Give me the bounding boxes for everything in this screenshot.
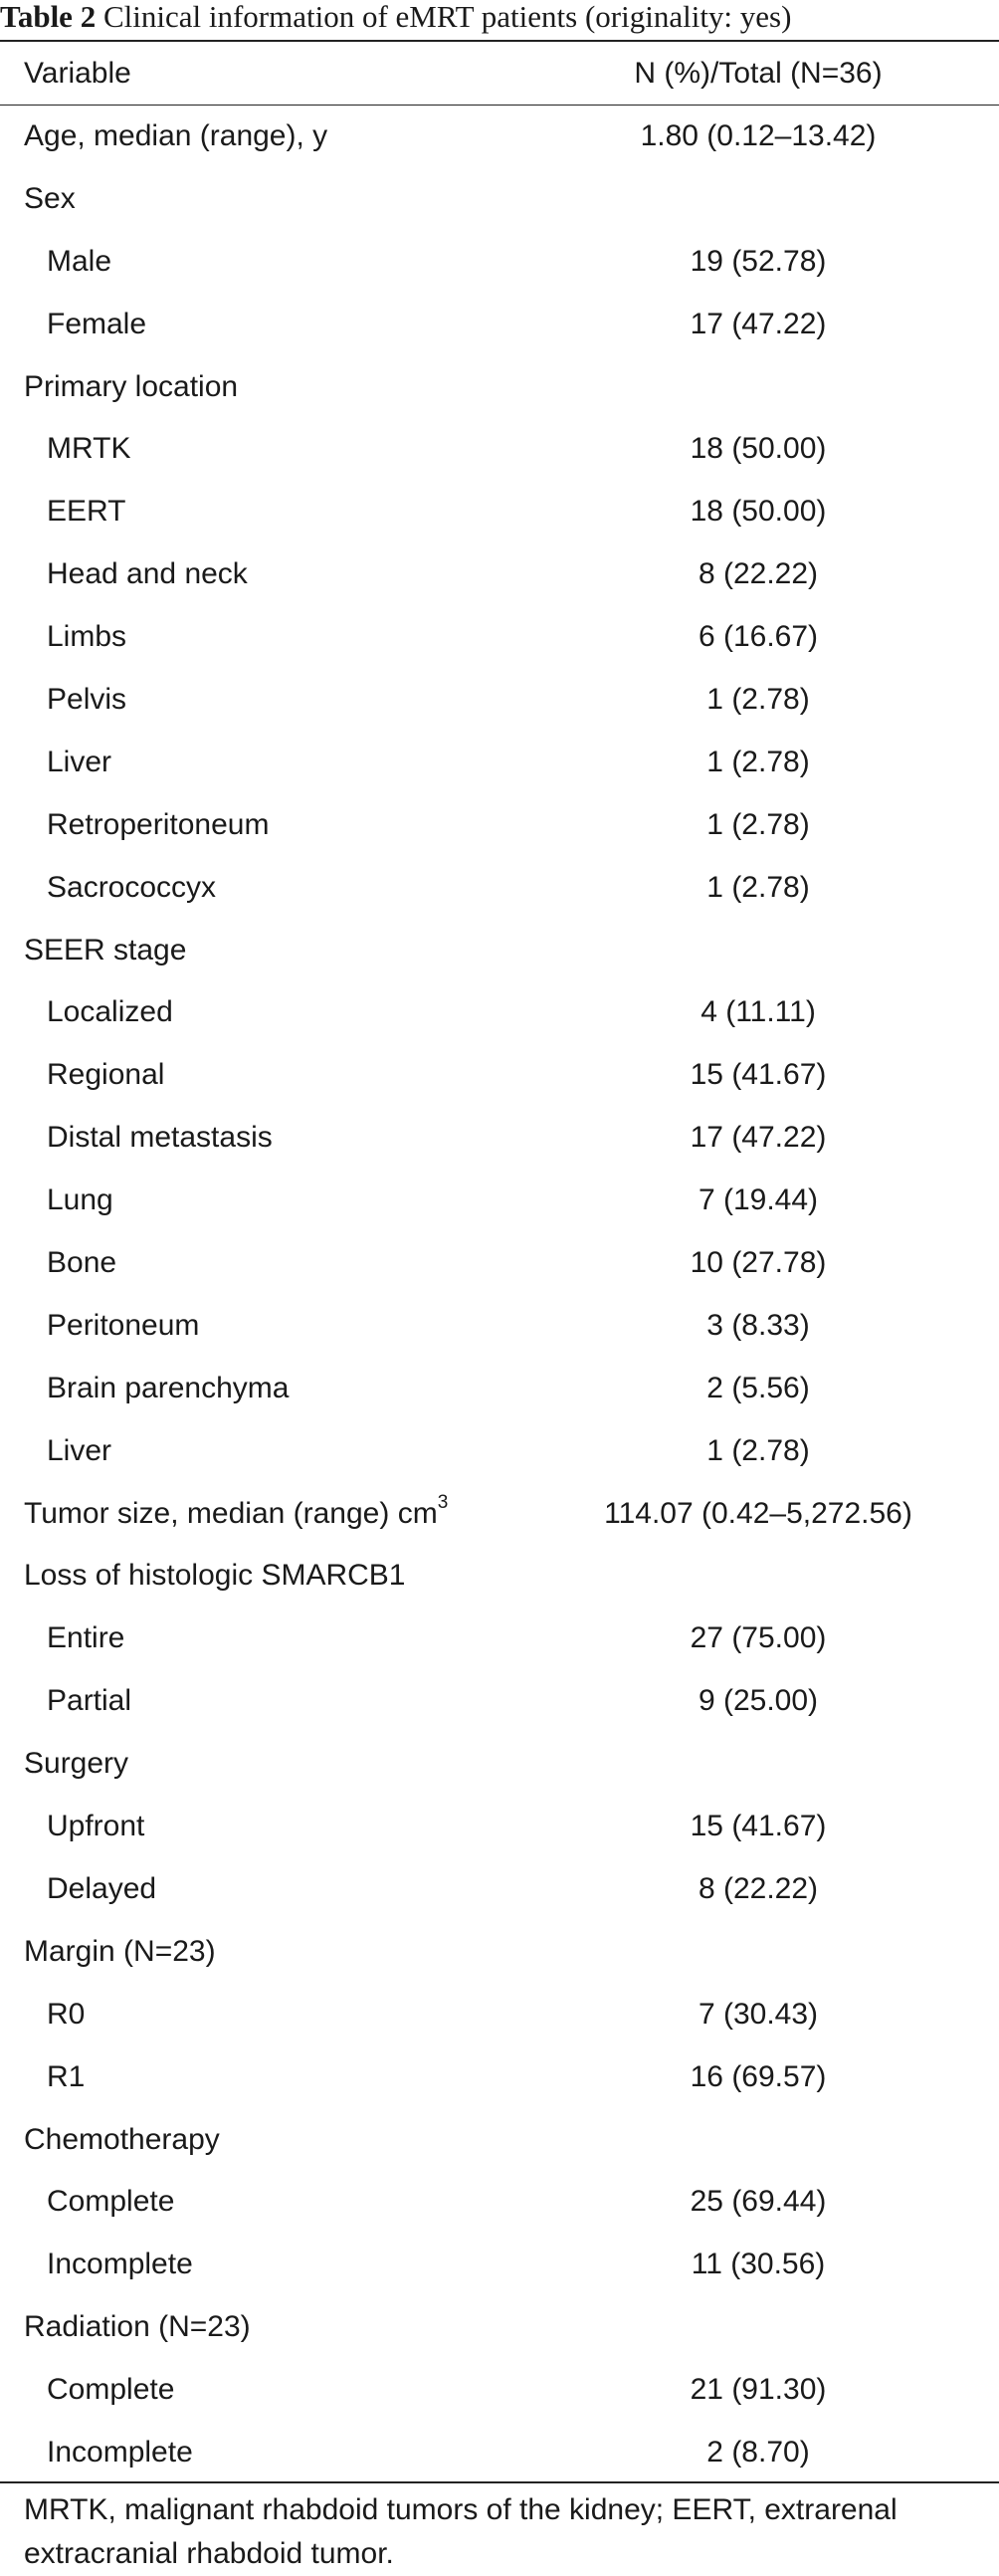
table-row xyxy=(0,2234,999,2296)
table-row xyxy=(0,857,999,920)
row-value: 3 (8.33) xyxy=(706,1308,810,1342)
row-label-text: EERT xyxy=(47,495,126,529)
row-value: 1 (2.78) xyxy=(706,745,810,778)
table-row xyxy=(0,1107,999,1170)
table-row xyxy=(0,2422,999,2484)
row-value: 1 (2.78) xyxy=(706,1433,810,1467)
row-value: 10 (27.78) xyxy=(690,1246,827,1280)
row-label-superscript: 3 xyxy=(437,1491,449,1513)
row-label-text: Lung xyxy=(47,1183,113,1217)
row-label-text: Localized xyxy=(47,995,173,1029)
row-label xyxy=(47,418,130,480)
table-row xyxy=(0,1358,999,1420)
row-value: 2 (8.70) xyxy=(706,2435,810,2469)
row-label-text: Male xyxy=(47,244,112,278)
row-label xyxy=(47,2422,193,2483)
table-row xyxy=(0,2359,999,2422)
row-label xyxy=(47,1232,116,1294)
row-value: 11 (30.56) xyxy=(691,2248,826,2281)
row-label-text: Margin (N=23) xyxy=(24,1934,216,1968)
table-row xyxy=(0,1733,999,1796)
row-label-text: Entire xyxy=(47,1621,125,1655)
row-label-text: Pelvis xyxy=(47,683,127,717)
row-value: 18 (50.00) xyxy=(690,495,827,529)
row-label xyxy=(47,1107,273,1169)
row-label-text: Brain parenchyma xyxy=(47,1371,290,1404)
row-value: 18 (50.00) xyxy=(690,432,827,466)
row-label xyxy=(24,2296,251,2358)
table-row xyxy=(0,356,999,419)
row-value: 9 (25.00) xyxy=(698,1684,819,1718)
row-label-text: Upfront xyxy=(47,1810,145,1843)
row-value: 6 (16.67) xyxy=(698,620,819,654)
table-row xyxy=(0,2171,999,2234)
row-label-text: Surgery xyxy=(24,1747,129,1781)
row-label xyxy=(47,981,173,1043)
row-label xyxy=(47,794,269,856)
row-label-text: Sacrococcyx xyxy=(47,870,217,904)
row-label xyxy=(47,543,248,605)
table-row xyxy=(0,1044,999,1107)
row-label xyxy=(47,1170,113,1231)
table-row xyxy=(0,1984,999,2046)
row-label-text: Bone xyxy=(47,1246,117,1280)
row-label xyxy=(24,1483,448,1545)
row-label-text: R1 xyxy=(47,2059,86,2093)
row-label xyxy=(47,1670,131,1732)
row-label-text: R0 xyxy=(47,1997,86,2031)
row-label-text: Tumor size, median (range) cm xyxy=(24,1496,438,1530)
row-label-text: MRTK xyxy=(47,432,131,466)
row-label xyxy=(24,2109,220,2171)
row-value: 2 (5.56) xyxy=(706,1371,810,1404)
row-value: 17 (47.22) xyxy=(690,307,827,340)
table-bottom-rule xyxy=(0,2481,999,2483)
table-row xyxy=(0,1483,999,1546)
table-row xyxy=(0,481,999,543)
table-row xyxy=(0,1545,999,1608)
row-value: 15 (41.67) xyxy=(690,1058,827,1092)
row-label xyxy=(47,857,216,919)
row-label xyxy=(47,231,111,293)
table-row xyxy=(0,168,999,231)
row-label xyxy=(47,1295,199,1357)
row-label-text: Radiation (N=23) xyxy=(24,2310,251,2344)
table-row xyxy=(0,920,999,982)
row-label-text: Delayed xyxy=(47,1871,157,1905)
table-body xyxy=(0,106,999,2484)
row-value: 16 (69.57) xyxy=(690,2059,827,2093)
row-label xyxy=(47,1608,124,1669)
table-row xyxy=(0,2109,999,2172)
row-label xyxy=(24,1921,216,1983)
row-label xyxy=(24,1545,406,1607)
row-label xyxy=(47,669,126,731)
row-value: 25 (69.44) xyxy=(690,2185,827,2219)
table-row xyxy=(0,1921,999,1984)
row-label xyxy=(47,1358,289,1419)
header-value: N (%)/Total (N=36) xyxy=(634,57,883,90)
row-label-text: Female xyxy=(47,307,147,340)
table-row xyxy=(0,543,999,606)
table-row xyxy=(0,294,999,356)
row-value: 19 (52.78) xyxy=(690,244,827,278)
table-row xyxy=(0,1858,999,1921)
row-label-text: Limbs xyxy=(47,620,127,654)
row-label xyxy=(24,1733,128,1795)
row-label xyxy=(47,1984,85,2045)
table-row xyxy=(0,1295,999,1358)
table-row xyxy=(0,794,999,857)
row-label xyxy=(47,2359,174,2421)
row-label-text: Age, median (range), y xyxy=(24,119,328,152)
table-title: Clinical information of eMRT patients (originality: yes) xyxy=(102,0,792,34)
row-label-text: Loss of histologic SMARCB1 xyxy=(24,1559,406,1593)
row-value: 8 (22.22) xyxy=(698,1871,819,1905)
row-label xyxy=(47,2171,174,2233)
row-value: 4 (11.11) xyxy=(700,995,816,1029)
row-label-text: Incomplete xyxy=(47,2248,193,2281)
table-row xyxy=(0,606,999,669)
row-label-text: Liver xyxy=(47,1433,112,1467)
row-value: 8 (22.22) xyxy=(698,557,819,591)
table-row xyxy=(0,231,999,294)
row-value: 7 (30.43) xyxy=(698,1997,819,2031)
row-label xyxy=(24,168,76,230)
row-label-text: Retroperitoneum xyxy=(47,807,270,841)
row-label-text: Primary location xyxy=(24,369,239,403)
table-row xyxy=(0,1670,999,1733)
table-footnote: MRTK, malignant rhabdoid tumors of the kidney; EERT, extrarenal extracranial rhabdoid tumor. xyxy=(24,2493,898,2570)
table-row xyxy=(0,1170,999,1232)
row-value: 27 (75.00) xyxy=(690,1621,827,1655)
row-label-text: Sex xyxy=(24,181,76,215)
header-variable: Variable xyxy=(24,57,131,90)
table-row xyxy=(0,732,999,794)
row-label-text: Distal metastasis xyxy=(47,1121,273,1155)
row-value: 114.07 (0.42–5,272.56) xyxy=(604,1496,912,1530)
row-label xyxy=(47,1796,144,1857)
table-row xyxy=(0,418,999,481)
row-label-text: Complete xyxy=(47,2185,175,2219)
row-value: 21 (91.30) xyxy=(690,2373,827,2407)
row-label-text: Incomplete xyxy=(47,2435,193,2469)
row-label-text: Chemotherapy xyxy=(24,2122,220,2156)
row-label-text: Liver xyxy=(47,745,112,778)
row-value: 15 (41.67) xyxy=(690,1810,827,1843)
row-label xyxy=(24,106,327,167)
table-row xyxy=(0,2046,999,2109)
row-value: 1 (2.78) xyxy=(706,683,810,717)
table-row xyxy=(0,106,999,168)
row-label-text: Partial xyxy=(47,1684,132,1718)
row-label-text: Peritoneum xyxy=(47,1308,200,1342)
row-label-text: Complete xyxy=(47,2373,175,2407)
table-row xyxy=(0,1232,999,1295)
table-row xyxy=(0,1608,999,1670)
table-row xyxy=(0,669,999,732)
row-label xyxy=(47,732,111,793)
row-label xyxy=(47,1420,111,1482)
row-value: 1.80 (0.12–13.42) xyxy=(640,119,877,152)
table-header xyxy=(0,42,999,105)
table-row xyxy=(0,1420,999,1483)
row-label xyxy=(24,920,186,981)
row-label xyxy=(47,1044,164,1106)
row-value: 1 (2.78) xyxy=(706,807,810,841)
row-label-text: SEER stage xyxy=(24,933,187,966)
row-label xyxy=(47,2046,85,2108)
row-label xyxy=(24,356,238,418)
table-row xyxy=(0,981,999,1044)
row-value: 7 (19.44) xyxy=(698,1183,819,1217)
row-label-text: Head and neck xyxy=(47,557,248,591)
row-label xyxy=(47,481,125,542)
row-label-text: Regional xyxy=(47,1058,165,1092)
table-label: Table 2 xyxy=(0,0,97,34)
row-label xyxy=(47,2234,193,2295)
row-value: 1 (2.78) xyxy=(706,870,810,904)
row-label xyxy=(47,606,126,668)
table-row xyxy=(0,2296,999,2359)
table-caption xyxy=(0,0,791,38)
row-label xyxy=(47,294,146,355)
table-row xyxy=(0,1796,999,1858)
row-label xyxy=(47,1858,156,1920)
row-value: 17 (47.22) xyxy=(690,1121,827,1155)
